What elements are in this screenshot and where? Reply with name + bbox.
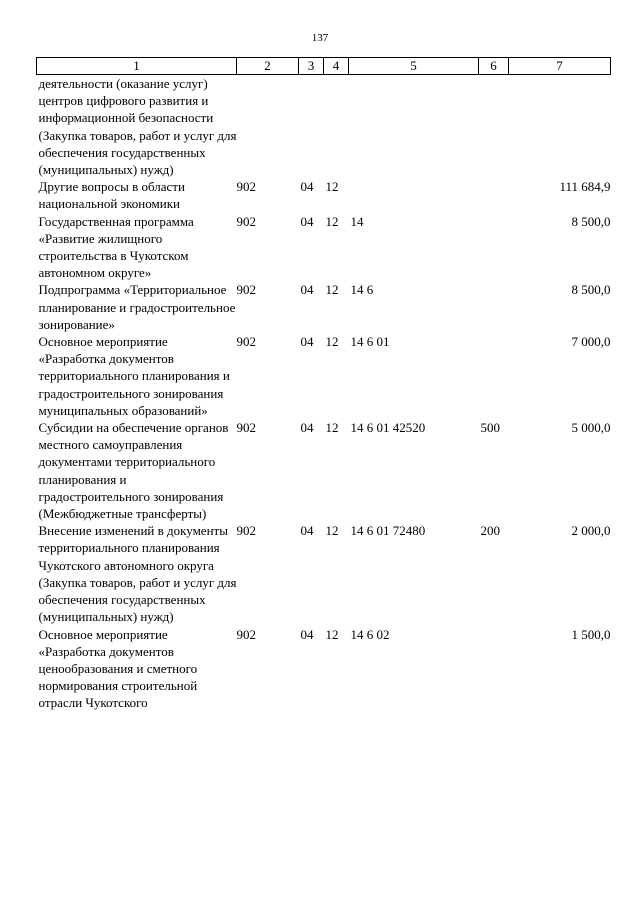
row-section: 04 [300,626,314,642]
header-col-7: 7 [509,58,611,75]
row-section: 04 [300,334,314,350]
page-number: 137 [311,32,329,44]
row-subsection [324,75,349,179]
row-expense-type [479,333,509,419]
row-expense-type [479,626,509,712]
table-row [37,626,611,712]
row-admin-code: 902 [236,626,256,642]
row-subsection: 12 [325,626,339,642]
table-row [37,522,611,625]
row-amount: 2 000,0 [571,523,611,539]
row-target-article: 14 6 02 [350,626,390,642]
row-section: 04 [300,420,314,436]
row-amount: 8 500,0 [571,213,611,229]
row-admin-code [237,75,299,179]
row-description: Внесение изменений в документы территориального планирования Чукотского автономного округа (Закупка товаров, работ и услуг для обеспечения государственных (муниципальных) нужд) [38,523,237,625]
row-admin-code: 902 [236,213,256,229]
row-subsection: 12 [325,179,339,195]
header-col-1: 1 [37,58,237,75]
row-target-article: 14 6 01 72480 [350,523,426,539]
row-target-article: 14 [350,213,364,229]
row-section [299,75,324,179]
header-col-6: 6 [479,58,509,75]
header-row [37,58,611,75]
row-admin-code: 902 [236,179,256,195]
row-target-article [349,75,479,179]
row-expense-type [479,75,509,179]
row-subsection: 12 [325,213,339,229]
row-target-article: 14 6 01 [350,334,390,350]
row-description: Государственная программа «Развитие жилищного строительства в Чукотском автономном округе» [38,213,194,281]
table-row [37,281,611,333]
row-description: Другие вопросы в области национальной экономики [38,179,185,212]
table-row [37,419,611,522]
table-row [37,178,611,212]
header-col-3: 3 [299,58,324,75]
row-admin-code: 902 [236,523,256,539]
row-section: 04 [300,282,314,298]
row-amount [509,75,611,179]
row-admin-code: 902 [236,282,256,298]
row-description: Основное мероприятие «Разработка документов ценообразования и сметного нормирования строительной отрасли Чукотского [38,626,198,711]
header-col-2: 2 [237,58,299,75]
row-section: 04 [300,523,314,539]
row-description: Подпрограмма «Территориальное планирование и градостроительное зонирование» [38,282,236,332]
row-expense-type [479,178,509,212]
row-target-article: 14 6 [350,282,374,298]
row-section: 04 [300,213,314,229]
table-row [37,75,611,179]
header-col-4: 4 [324,58,349,75]
row-expense-type: 500 [480,420,500,436]
row-section: 04 [300,179,314,195]
row-description: Субсидии на обеспечение органов местного самоуправления документами территориального планирования и градостроительного зонирования (Межбюджетные трансферты) [38,420,229,522]
row-description: Основное мероприятие «Разработка документов территориального планирования и градостроительного зонирования муниципальных образований» [38,334,230,418]
row-expense-type [479,213,509,282]
row-target-article [349,178,479,212]
row-amount: 5 000,0 [571,420,611,436]
row-subsection: 12 [325,282,339,298]
row-admin-code: 902 [236,420,256,436]
row-amount: 1 500,0 [571,626,611,642]
budget-table [36,57,611,712]
row-amount: 7 000,0 [571,334,611,350]
row-description: деятельности (оказание услуг) центров цифрового развития и информационной безопасности (Закупка товаров, работ и услуг для обеспечения государственных (муниципальных) нужд) [38,76,237,178]
row-amount: 111 684,9 [559,179,611,195]
table-row [37,333,611,419]
row-subsection: 12 [325,523,339,539]
row-subsection: 12 [325,420,339,436]
row-expense-type: 200 [480,523,500,539]
header-col-5: 5 [349,58,479,75]
row-amount: 8 500,0 [571,282,611,298]
table-row [37,213,611,282]
row-target-article: 14 6 01 42520 [350,420,426,436]
row-expense-type [479,281,509,333]
row-admin-code: 902 [236,334,256,350]
row-subsection: 12 [325,334,339,350]
